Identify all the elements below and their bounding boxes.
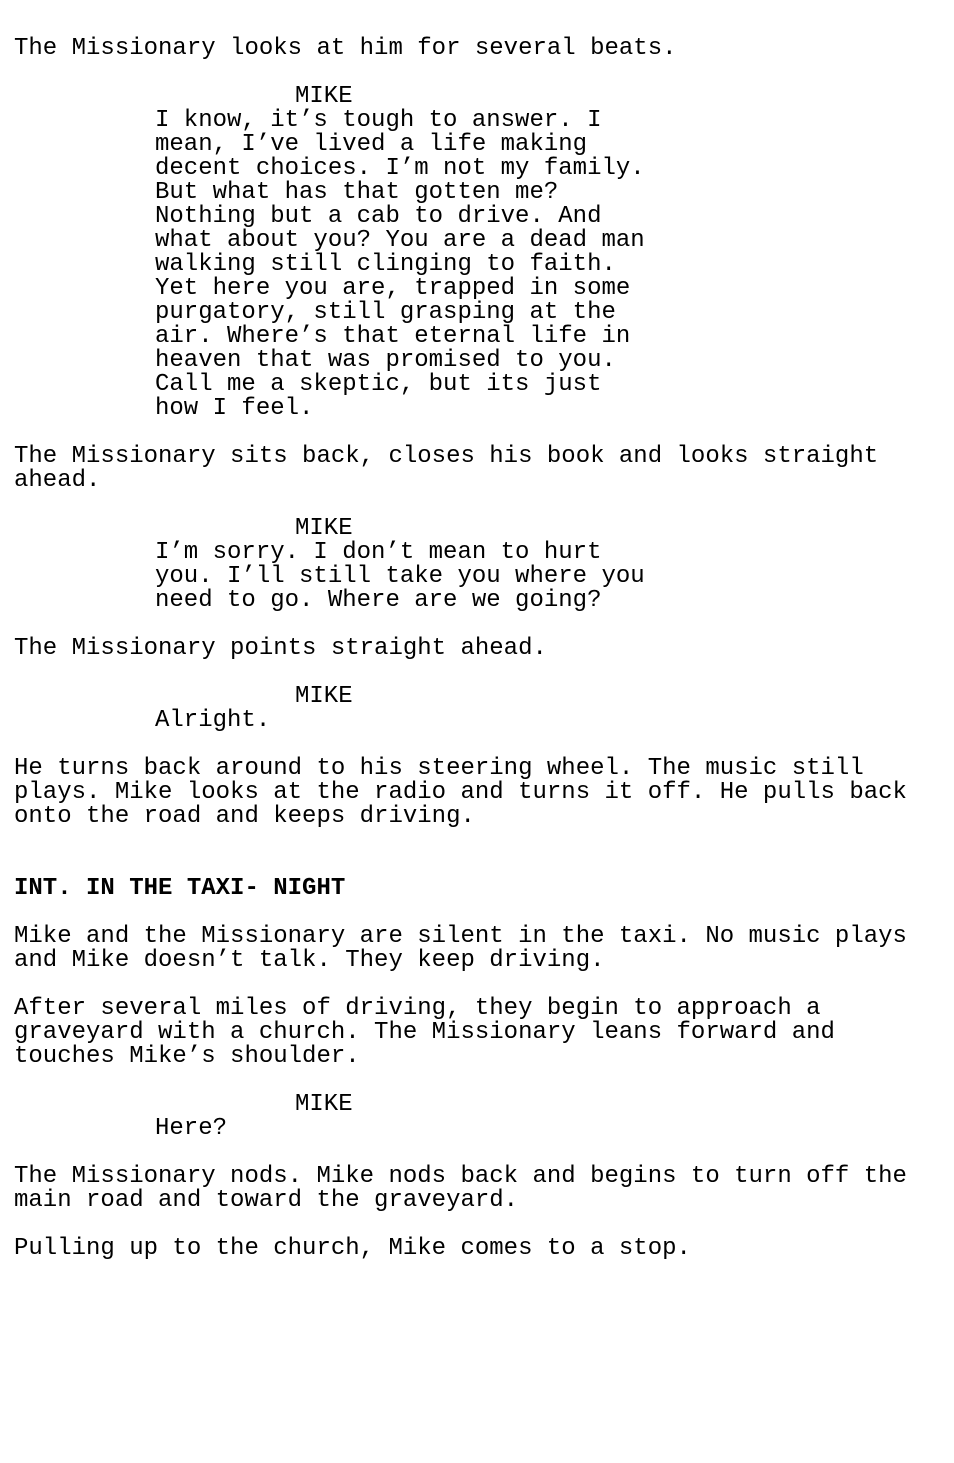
action-line: ahead.	[14, 467, 101, 494]
dialogue-line: how I feel.	[155, 395, 314, 422]
dialogue-line: Nothing but a cab to drive. And	[155, 203, 602, 230]
dialogue-line: mean, I’ve lived a life making	[155, 131, 588, 158]
dialogue-line: decent choices. I’m not my family.	[155, 155, 645, 182]
action-line: The Missionary nods. Mike nods back and begins to turn off the	[14, 1163, 907, 1190]
dialogue-line: I’m sorry. I don’t mean to hurt	[155, 539, 602, 566]
dialogue-line: what about you? You are a dead man	[155, 227, 645, 254]
dialogue-line: Here?	[155, 1115, 228, 1142]
action-line: After several miles of driving, they begin to approach a	[14, 995, 821, 1022]
scene-heading: INT. IN THE TAXI- NIGHT	[14, 875, 346, 902]
dialogue-line: you. I’ll still take you where you	[155, 563, 645, 590]
dialogue-line: purgatory, still grasping at the	[155, 299, 616, 326]
action-line: The Missionary points straight ahead.	[14, 635, 547, 662]
dialogue-line: Alright.	[155, 707, 271, 734]
action-line: and Mike doesn’t talk. They keep driving.	[14, 947, 605, 974]
dialogue-line: Call me a skeptic, but its just	[155, 371, 602, 398]
dialogue-line: Yet here you are, trapped in some	[155, 275, 631, 302]
action-line: The Missionary sits back, closes his book and looks straight	[14, 443, 879, 470]
action-line: Pulling up to the church, Mike comes to a stop.	[14, 1235, 691, 1262]
action-line: onto the road and keeps driving.	[14, 803, 475, 830]
action-line: The Missionary looks at him for several beats.	[14, 35, 677, 62]
action-line: graveyard with a church. The Missionary leans forward and	[14, 1019, 835, 1046]
dialogue-line: I know, it’s tough to answer. I	[155, 107, 602, 134]
dialogue-line: heaven that was promised to you.	[155, 347, 616, 374]
character-name: MIKE	[295, 515, 353, 542]
character-name: MIKE	[295, 683, 353, 710]
action-line: Mike and the Missionary are silent in the taxi. No music plays	[14, 923, 907, 950]
character-name: MIKE	[295, 83, 353, 110]
character-name: MIKE	[295, 1091, 353, 1118]
dialogue-line: air. Where’s that eternal life in	[155, 323, 631, 350]
dialogue-line: walking still clinging to faith.	[155, 251, 616, 278]
action-line: main road and toward the graveyard.	[14, 1187, 519, 1214]
action-line: plays. Mike looks at the radio and turns it off. He pulls back	[14, 779, 907, 806]
dialogue-line: need to go. Where are we going?	[155, 587, 602, 614]
action-line: touches Mike’s shoulder.	[14, 1043, 360, 1070]
action-line: He turns back around to his steering wheel. The music still	[14, 755, 864, 782]
dialogue-line: But what has that gotten me?	[155, 179, 559, 206]
